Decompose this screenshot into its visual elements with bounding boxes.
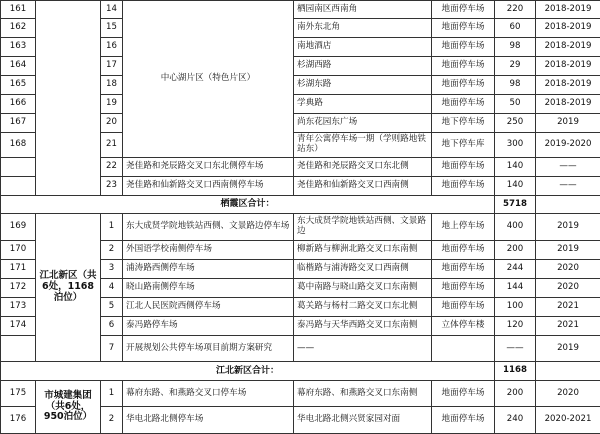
type-cell: 地面停车场 bbox=[432, 158, 495, 177]
spaces-cell: 29 bbox=[495, 57, 536, 76]
location-cell: 杉湖西路 bbox=[294, 57, 432, 76]
sub-number: 17 bbox=[101, 57, 123, 76]
years-cell: 2018-2019 bbox=[536, 95, 600, 114]
row-number: 165 bbox=[1, 76, 36, 95]
spaces-cell: 120 bbox=[495, 317, 536, 336]
project-name-cell: 东大成贤学院地铁站西侧、文景路边停车场 bbox=[123, 214, 294, 241]
years-cell: —— bbox=[536, 158, 600, 177]
spaces-cell: 98 bbox=[495, 38, 536, 57]
sub-number: 2 bbox=[101, 407, 123, 434]
type-cell: 地面停车场 bbox=[432, 76, 495, 95]
sub-number: 23 bbox=[101, 177, 123, 196]
sub-number: 21 bbox=[101, 133, 123, 158]
years-cell: 2019 bbox=[536, 336, 600, 362]
location-cell: 栖园南区西南角 bbox=[294, 1, 432, 19]
row-number: 166 bbox=[1, 95, 36, 114]
location-cell: 尚东花园东广场 bbox=[294, 114, 432, 133]
table-row bbox=[1, 214, 600, 241]
row-number: 162 bbox=[1, 19, 36, 38]
location-cell: 葛关路与杨村二路交叉口东北侧 bbox=[294, 298, 432, 317]
type-cell: 地面停车场 bbox=[432, 95, 495, 114]
project-name-cell: 幕府东路、和燕路交叉口停车场 bbox=[123, 381, 294, 407]
type-cell: 立体停车楼 bbox=[432, 317, 495, 336]
spaces-cell: —— bbox=[495, 336, 536, 362]
row-number bbox=[1, 336, 36, 362]
sub-number: 20 bbox=[101, 114, 123, 133]
project-name-cell: 晓山路南侧停车场 bbox=[123, 279, 294, 298]
row-number: 164 bbox=[1, 57, 36, 76]
project-name-cell: 外国语学校南侧停车场 bbox=[123, 241, 294, 260]
sub-number: 5 bbox=[101, 298, 123, 317]
area-name-cell: 中心湖片区（特色片区） bbox=[123, 1, 294, 158]
type-cell: 地面停车场 bbox=[432, 57, 495, 76]
row-number: 176 bbox=[1, 407, 36, 434]
spaces-cell: 200 bbox=[495, 381, 536, 407]
years-cell: 2019 bbox=[536, 114, 600, 133]
location-cell: 南地酒店 bbox=[294, 38, 432, 57]
years-cell: 2018-2019 bbox=[536, 1, 600, 19]
type-cell: 地面停车场 bbox=[432, 1, 495, 19]
empty-cell bbox=[536, 196, 600, 214]
spaces-cell: 50 bbox=[495, 95, 536, 114]
row-number: 172 bbox=[1, 279, 36, 298]
project-name-cell: 浦涛路西侧停车场 bbox=[123, 260, 294, 279]
row-number bbox=[1, 177, 36, 196]
location-cell: 临楷路与浦涛路交叉口西南侧 bbox=[294, 260, 432, 279]
sub-number: 22 bbox=[101, 158, 123, 177]
jiangbei-subtotal-label: 江北新区合计： bbox=[1, 362, 495, 381]
location-cell: 杉湖东路 bbox=[294, 76, 432, 95]
spaces-cell: 140 bbox=[495, 158, 536, 177]
spaces-cell: 300 bbox=[495, 133, 536, 158]
location-cell: 南外东北角 bbox=[294, 19, 432, 38]
sub-number: 16 bbox=[101, 38, 123, 57]
years-cell: 2018-2019 bbox=[536, 76, 600, 95]
row-number: 161 bbox=[1, 1, 36, 19]
location-cell: 柳新路与柳洲北路交叉口东南侧 bbox=[294, 241, 432, 260]
years-cell: 2020 bbox=[536, 279, 600, 298]
type-cell: 地下停车库 bbox=[432, 133, 495, 158]
row-number: 167 bbox=[1, 114, 36, 133]
location-cell: 幕府东路、和燕路交叉口东南侧 bbox=[294, 381, 432, 407]
sub-number: 6 bbox=[101, 317, 123, 336]
spaces-cell: 220 bbox=[495, 1, 536, 19]
location-cell: 尧佳路和仙新路交叉口西南侧 bbox=[294, 177, 432, 196]
spaces-cell: 250 bbox=[495, 114, 536, 133]
years-cell: —— bbox=[536, 177, 600, 196]
project-name-cell: 尧佳路和仙新路交叉口西南侧停车场 bbox=[123, 177, 294, 196]
subtotal-row bbox=[1, 362, 600, 381]
location-cell: 尧佳路和尧辰路交叉口东北侧 bbox=[294, 158, 432, 177]
row-number: 170 bbox=[1, 241, 36, 260]
row-number: 174 bbox=[1, 317, 36, 336]
sub-number: 19 bbox=[101, 95, 123, 114]
sub-number: 4 bbox=[101, 279, 123, 298]
type-cell: 地下停车场 bbox=[432, 114, 495, 133]
jiangbei-district-cell: 江北新区（共6处，1168泊位） bbox=[36, 214, 101, 362]
type-cell bbox=[432, 336, 495, 362]
years-cell: 2020-2021 bbox=[536, 407, 600, 434]
type-cell: 地面停车场 bbox=[432, 19, 495, 38]
spaces-cell: 60 bbox=[495, 19, 536, 38]
years-cell: 2018-2019 bbox=[536, 38, 600, 57]
location-cell: 葛中南路与晓山路交叉口东南侧 bbox=[294, 279, 432, 298]
location-cell: 学典路 bbox=[294, 95, 432, 114]
row-number: 163 bbox=[1, 38, 36, 57]
location-cell: 青年公寓停车场一期（学则路地铁站东） bbox=[294, 133, 432, 158]
type-cell: 地面停车场 bbox=[432, 241, 495, 260]
years-cell: 2020 bbox=[536, 260, 600, 279]
years-cell: 2020 bbox=[536, 381, 600, 407]
spaces-cell: 400 bbox=[495, 214, 536, 241]
location-cell: 泰冯路与天华西路交叉口东南侧 bbox=[294, 317, 432, 336]
type-cell: 地面停车场 bbox=[432, 298, 495, 317]
project-name-cell: 开展规划公共停车场项目前期方案研究 bbox=[123, 336, 294, 362]
location-cell: 华电北路北侧兴贤家园对面 bbox=[294, 407, 432, 434]
project-name-cell: 泰冯路停车场 bbox=[123, 317, 294, 336]
sub-number: 18 bbox=[101, 76, 123, 95]
years-cell: 2019-2020 bbox=[536, 133, 600, 158]
project-name-cell: 尧佳路和尧辰路交叉口东北侧停车场 bbox=[123, 158, 294, 177]
years-cell: 2019 bbox=[536, 241, 600, 260]
jiangbei-subtotal-value: 1168 bbox=[495, 362, 536, 381]
sub-number: 1 bbox=[101, 381, 123, 407]
spaces-cell: 144 bbox=[495, 279, 536, 298]
years-cell: 2018-2019 bbox=[536, 57, 600, 76]
row-number: 171 bbox=[1, 260, 36, 279]
city-group-district-cell: 市城建集团（共6处，950泊位） bbox=[36, 381, 101, 434]
district-cell bbox=[36, 1, 101, 196]
type-cell: 地面停车场 bbox=[432, 279, 495, 298]
row-number: 168 bbox=[1, 133, 36, 158]
type-cell: 地面停车场 bbox=[432, 407, 495, 434]
subtotal-row bbox=[1, 196, 600, 214]
spaces-cell: 244 bbox=[495, 260, 536, 279]
sub-number: 15 bbox=[101, 19, 123, 38]
table-row bbox=[1, 381, 600, 407]
sub-number: 3 bbox=[101, 260, 123, 279]
spaces-cell: 140 bbox=[495, 177, 536, 196]
type-cell: 地上停车场 bbox=[432, 214, 495, 241]
sub-number: 1 bbox=[101, 214, 123, 241]
row-number: 175 bbox=[1, 381, 36, 407]
table-row bbox=[1, 1, 600, 19]
spaces-cell: 98 bbox=[495, 76, 536, 95]
qixia-subtotal-label: 栖霞区合计： bbox=[1, 196, 495, 214]
qixia-subtotal-value: 5718 bbox=[495, 196, 536, 214]
row-number: 173 bbox=[1, 298, 36, 317]
location-cell: 东大成贤学院地铁站西侧、文景路边 bbox=[294, 214, 432, 241]
type-cell: 地面停车场 bbox=[432, 260, 495, 279]
years-cell: 2018-2019 bbox=[536, 19, 600, 38]
spaces-cell: 200 bbox=[495, 241, 536, 260]
years-cell: 2021 bbox=[536, 298, 600, 317]
location-cell: —— bbox=[294, 336, 432, 362]
type-cell: 地面停车场 bbox=[432, 38, 495, 57]
empty-cell bbox=[536, 362, 600, 381]
years-cell: 2021 bbox=[536, 317, 600, 336]
type-cell: 地面停车场 bbox=[432, 381, 495, 407]
sub-number: 2 bbox=[101, 241, 123, 260]
spaces-cell: 100 bbox=[495, 298, 536, 317]
sub-number: 14 bbox=[101, 1, 123, 19]
row-number: 169 bbox=[1, 214, 36, 241]
project-name-cell: 江北人民医院西侧停车场 bbox=[123, 298, 294, 317]
row-number bbox=[1, 158, 36, 177]
years-cell: 2019 bbox=[536, 214, 600, 241]
type-cell: 地面停车场 bbox=[432, 177, 495, 196]
spaces-cell: 240 bbox=[495, 407, 536, 434]
project-name-cell: 华电北路北侧停车场 bbox=[123, 407, 294, 434]
sub-number: 7 bbox=[101, 336, 123, 362]
